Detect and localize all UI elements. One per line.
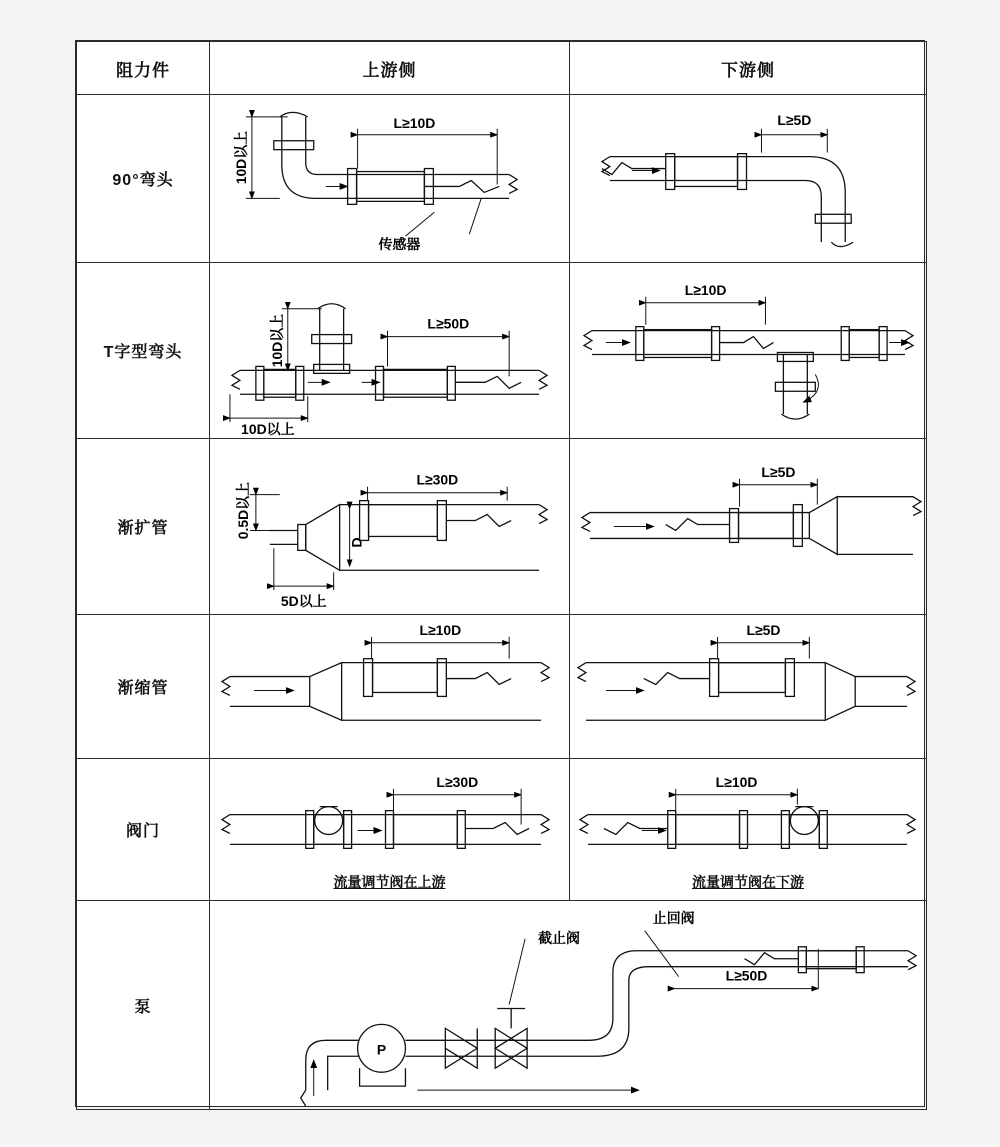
dim-L5D: L≥5D: [761, 463, 796, 480]
diagram-expander-downstream: [570, 439, 927, 615]
row-label-expander: 渐扩管: [77, 439, 210, 615]
diagram-elbow90-upstream: [210, 95, 570, 263]
header-resistance-component: 阻力件: [77, 42, 210, 95]
dim-10D-above-bottom: 10D以上: [241, 421, 295, 438]
dim-05D-above: 0.5D以上: [234, 481, 251, 540]
dim-L5D: L≥5D: [746, 621, 781, 638]
reducer-upstream-svg: [210, 615, 569, 758]
elbow90-downstream-svg: [570, 95, 926, 262]
dim-L10D: L≥10D: [419, 621, 462, 638]
dim-L10D: L≥10D: [684, 281, 727, 298]
dim-L30D: L≥30D: [436, 773, 479, 790]
dim-L10D: L≥10D: [715, 773, 758, 790]
dim-L5D: L≥5D: [777, 111, 812, 128]
dim-L50D: L≥50D: [427, 315, 470, 332]
diagram-elbow90-downstream: [570, 95, 927, 263]
pump-svg: [210, 901, 926, 1109]
table-row: [77, 95, 927, 263]
dim-L10D: L≥10D: [393, 114, 436, 131]
callout-sensor: 传感器: [378, 236, 421, 253]
label-stop-valve: 截止阀: [538, 929, 580, 946]
diagram-valve-upstream: [210, 759, 570, 901]
table-header-row: [77, 42, 927, 95]
dim-L50D: L≥50D: [725, 967, 768, 984]
row-label-reducer: 渐缩管: [77, 615, 210, 759]
diagram-reducer-upstream: [210, 615, 570, 759]
dim-10D-above-top: 10D以上: [268, 313, 285, 368]
row-label-tee: T字型弯头: [77, 263, 210, 439]
diagram-tee-downstream: [570, 263, 927, 439]
table-row: [77, 901, 927, 1110]
resistance-component-grid: [76, 41, 927, 1110]
table-row: [77, 439, 927, 615]
table-row: [77, 263, 927, 439]
label-check-valve: 止回阀: [652, 909, 695, 926]
reducer-downstream-svg: [570, 615, 926, 758]
diagram-pump: [210, 901, 927, 1110]
tee-downstream-svg: [570, 263, 926, 438]
header-downstream: 下游侧: [570, 42, 927, 95]
tee-upstream-svg: [210, 263, 569, 438]
installation-requirements-table: [75, 40, 925, 1107]
dim-10D-above: 10D以上: [232, 130, 249, 185]
dim-L30D: L≥30D: [416, 471, 459, 488]
dim-D: D: [348, 537, 365, 548]
row-label-pump: 泵: [77, 901, 210, 1110]
expander-downstream-svg: [570, 439, 926, 614]
row-label-valve: 阀门: [77, 759, 210, 901]
note-valve-upstream: 流量调节阀在上游: [333, 874, 446, 890]
header-upstream: 上游侧: [210, 42, 570, 95]
dim-5D-above: 5D以上: [280, 593, 327, 610]
diagram-reducer-downstream: [570, 615, 927, 759]
diagram-expander-upstream: [210, 439, 570, 615]
diagram-valve-downstream: [570, 759, 927, 901]
table-row: [77, 615, 927, 759]
row-label-elbow90: 90°弯头: [77, 95, 210, 263]
expander-upstream-svg: [210, 439, 569, 614]
elbow90-upstream-svg: [210, 95, 569, 262]
table-row: [77, 759, 927, 901]
diagram-tee-upstream: [210, 263, 570, 439]
note-valve-downstream: 流量调节阀在下游: [692, 874, 804, 890]
label-pump-p: P: [376, 1041, 387, 1058]
